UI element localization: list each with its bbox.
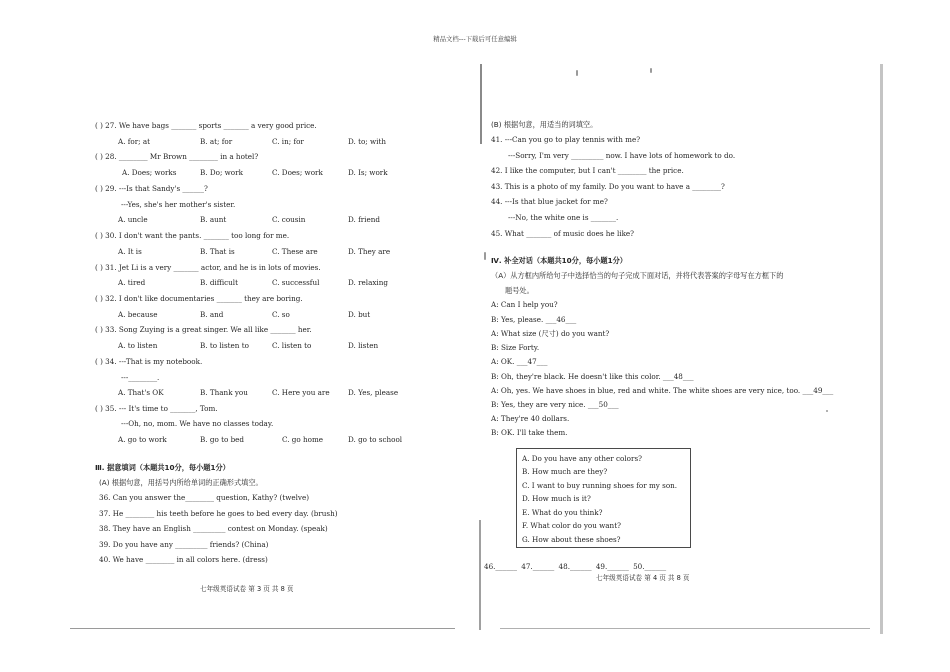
question-35-option-c: C. go home bbox=[282, 435, 324, 444]
question-31-option-b: B. difficult bbox=[200, 278, 238, 287]
question-27-stem: ( ) 27. We have bags _______ sports _______ a very good price. bbox=[95, 121, 317, 130]
dialogue-line-7: A: Oh, yes. We have shoes in blue, red and white. The white shoes are very nice, too. ___49___ bbox=[491, 386, 834, 395]
question-27-option-c: C. in; for bbox=[272, 137, 304, 146]
scan-speck bbox=[826, 410, 828, 412]
dialogue-line-6: B: Oh, they're black. He doesn't like this color. ___48___ bbox=[491, 372, 694, 381]
question-29-option-c: C. cousin bbox=[272, 215, 306, 224]
right-page-edge bbox=[880, 64, 883, 634]
option-a: A. Do you have any other colors? bbox=[522, 454, 642, 463]
question-33-option-b: B. to listen to bbox=[200, 341, 249, 350]
question-34-stem: ( ) 34. ---That is my notebook. bbox=[95, 357, 203, 366]
question-29-option-b: B. aunt bbox=[200, 215, 227, 224]
question-35-reply: ---Oh, no, mom. We have no classes today. bbox=[121, 419, 274, 428]
question-42: 42. I like the computer, but I can't ________ the price. bbox=[491, 166, 684, 175]
bottom-edge-right bbox=[500, 628, 870, 629]
question-41-reply: ---Sorry, I'm very _________ now. I have lots of homework to do. bbox=[508, 151, 736, 160]
option-b: B. How much are they? bbox=[522, 467, 608, 476]
bottom-edge-left bbox=[70, 628, 455, 629]
scan-speck bbox=[484, 252, 486, 260]
answer-blanks-46-50: 46.______ 47.______ 48.______ 49.______ 50.______ bbox=[484, 562, 667, 571]
option-f: F. What color do you want? bbox=[522, 521, 621, 530]
question-30-stem: ( ) 30. I don't want the pants. _______ too long for me. bbox=[95, 231, 290, 240]
question-33-option-a: A. to listen bbox=[118, 341, 158, 350]
question-28-option-c: C. Does; work bbox=[272, 168, 323, 177]
dialogue-line-3: A: What size (尺寸) do you want? bbox=[491, 329, 610, 338]
question-35-option-d: D. go to school bbox=[348, 435, 403, 444]
question-30-option-a: A. It is bbox=[118, 247, 142, 256]
dialogue-line-5: A: OK. ___47___ bbox=[491, 357, 548, 366]
question-27-option-d: D. to; with bbox=[348, 137, 386, 146]
section-4-instruction: （A）从方框内所给句子中选择恰当的句子完成下面对话，并将代表答案的字母写在方框下的 bbox=[491, 271, 784, 280]
question-43: 43. This is a photo of my family. Do you want to have a ________? bbox=[491, 182, 725, 191]
question-28-stem: ( ) 28. ________ Mr Brown ________ in a hotel? bbox=[95, 152, 259, 161]
question-37: 37. He ________ his teeth before he goes to bed every day. (brush) bbox=[99, 509, 338, 518]
question-33-option-d: D. listen bbox=[348, 341, 379, 350]
scan-speck bbox=[576, 70, 578, 76]
dialogue-line-9: A: They're 40 dollars. bbox=[491, 414, 570, 423]
question-35-option-a: A. go to work bbox=[118, 435, 167, 444]
dialogue-line-1: A: Can I help you? bbox=[491, 300, 558, 309]
question-45: 45. What _______ of music does he like? bbox=[491, 229, 635, 238]
question-31-option-d: D. relaxing bbox=[348, 278, 388, 287]
question-41: 41. ---Can you go to play tennis with me? bbox=[491, 135, 641, 144]
question-36: 36. Can you answer the________ question, Kathy? (twelve) bbox=[99, 493, 310, 502]
question-35-option-b: B. go to bed bbox=[200, 435, 245, 444]
question-32-option-b: B. and bbox=[200, 310, 224, 319]
right-page-footer: 七年级英语试卷 第 4 页 共 8 页 bbox=[596, 574, 690, 582]
question-33-stem: ( ) 33. Song Zuying is a great singer. We all like _______ her. bbox=[95, 325, 312, 334]
section-4-instruction-cont: 题号处。 bbox=[505, 286, 534, 295]
question-35-stem: ( ) 35. --- It's time to _______, Tom. bbox=[95, 404, 218, 413]
question-30-option-c: C. These are bbox=[272, 247, 318, 256]
question-32-stem: ( ) 32. I don't like documentaries _______ they are boring. bbox=[95, 294, 303, 303]
question-31-option-a: A. tired bbox=[118, 278, 146, 287]
header-note: 精品文档---下载后可任意编辑 bbox=[433, 35, 517, 43]
option-d: D. How much is it? bbox=[522, 494, 591, 503]
question-32-option-d: D. but bbox=[348, 310, 371, 319]
question-29-option-d: D. friend bbox=[348, 215, 380, 224]
fold-shadow-top bbox=[480, 64, 482, 144]
question-34-option-b: B. Thank you bbox=[200, 388, 248, 397]
question-34-reply: ---________. bbox=[121, 373, 160, 382]
scan-speck bbox=[650, 68, 652, 73]
section-3-instruction-b: (B) 根据句意，用适当的词填空。 bbox=[491, 120, 598, 129]
dialogue-line-10: B: OK. I'll take them. bbox=[491, 428, 568, 437]
question-32-option-c: C. so bbox=[272, 310, 290, 319]
question-29-option-a: A. uncle bbox=[118, 215, 148, 224]
question-27-option-b: B. at; for bbox=[200, 137, 233, 146]
question-33-option-c: C. listen to bbox=[272, 341, 312, 350]
question-28-option-a: A. Does; works bbox=[122, 168, 177, 177]
question-31-stem: ( ) 31. Jet Li is a very _______ actor, and he is in lots of movies. bbox=[95, 263, 321, 272]
question-44: 44. ---Is that blue jacket for me? bbox=[491, 197, 608, 206]
question-28-option-d: D. Is; work bbox=[348, 168, 388, 177]
section-4-title: Ⅳ. 补全对话（本题共10分，每小题1分） bbox=[491, 256, 627, 265]
question-32-option-a: A. because bbox=[118, 310, 158, 319]
question-34-option-c: C. Here you are bbox=[272, 388, 330, 397]
question-31-option-c: C. successful bbox=[272, 278, 320, 287]
dialogue-line-2: B: Yes, please. ___46___ bbox=[491, 315, 577, 324]
question-39: 39. Do you have any _________ friends? (China) bbox=[99, 540, 269, 549]
question-27-option-a: A. for; at bbox=[118, 137, 151, 146]
dialogue-line-8: B: Yes, they are very nice. ___50___ bbox=[491, 400, 619, 409]
question-34-option-a: A. That's OK bbox=[118, 388, 164, 397]
question-38: 38. They have an English _________ contest on Monday. (speak) bbox=[99, 524, 328, 533]
question-30-option-b: B. That is bbox=[200, 247, 235, 256]
question-44-reply: ---No, the white one is _______. bbox=[508, 213, 619, 222]
question-40: 40. We have ________ in all colors here. (dress) bbox=[99, 555, 268, 564]
question-28-option-b: B. Do; work bbox=[200, 168, 243, 177]
section-3-title: Ⅲ. 据意填词（本题共10分，每小题1分） bbox=[95, 463, 230, 472]
left-page-footer: 七年级英语试卷 第 3 页 共 8 页 bbox=[200, 585, 294, 593]
section-3-instruction-a: (A) 根据句意，用括号内所给单词的正确形式填空。 bbox=[99, 478, 263, 487]
dialogue-line-4: B: Size Forty. bbox=[491, 343, 540, 352]
question-34-option-d: D. Yes, please bbox=[348, 388, 399, 397]
option-e: E. What do you think? bbox=[522, 508, 603, 517]
question-30-option-d: D. They are bbox=[348, 247, 391, 256]
question-29-stem: ( ) 29. ---Is that Sandy's ______? bbox=[95, 184, 208, 193]
option-c: C. I want to buy running shoes for my son. bbox=[522, 481, 678, 490]
question-29-reply: ---Yes, she's her mother's sister. bbox=[121, 200, 236, 209]
fold-shadow-bottom bbox=[479, 520, 481, 630]
option-g: G. How about these shoes? bbox=[522, 535, 621, 544]
